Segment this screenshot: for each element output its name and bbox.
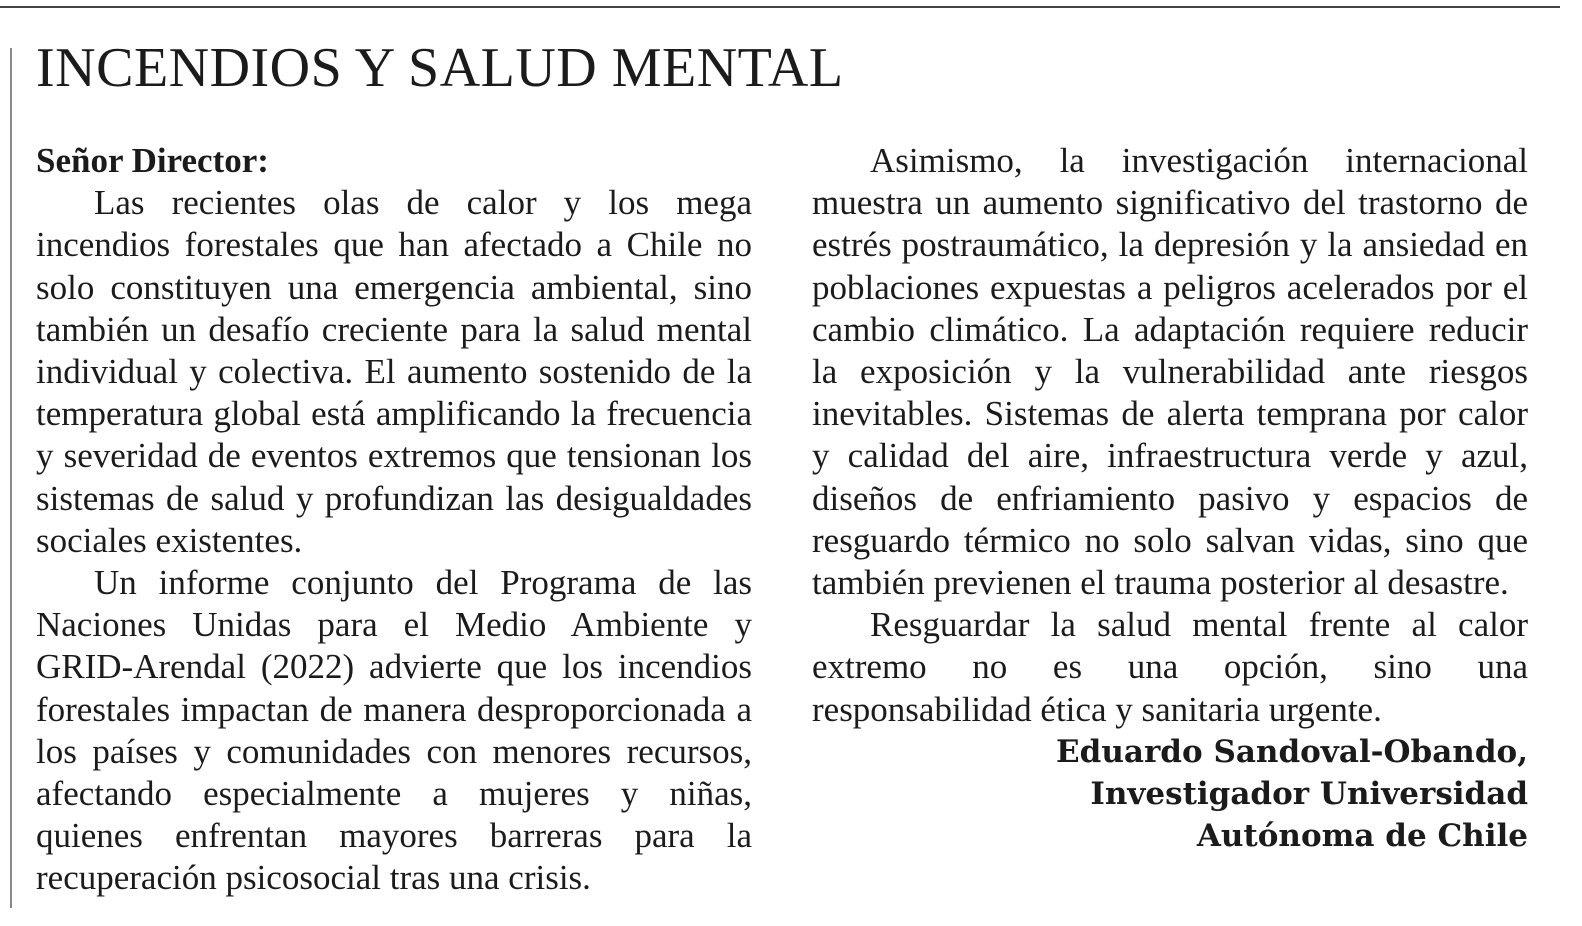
left-column (36, 140, 752, 900)
salutation: Señor Director: (36, 141, 269, 180)
top-rule (0, 6, 1560, 8)
paragraph-4: Resguardar la salud mental frente al calor extremo no es una opción, sino una responsabilidad ética y sanitaria urgente. (812, 605, 1528, 729)
left-column-rule (10, 48, 12, 908)
paragraph-1: Las recientes olas de calor y los mega incendios forestales que han afectado a Chile no solo constituyen una emergencia ambiental, sino también un desafío creciente para la salud mental individual y colectiva. El aumento sostenido de la temperatura global está amplificando la frecuencia y severidad de eventos extremos que tensionan los sistemas de salud y profundizan las desigualdades sociales existentes. (36, 183, 752, 560)
author-institution: Autónoma de Chile (1196, 818, 1528, 855)
author-title: Investigador Universidad (1090, 776, 1528, 813)
author-name: Eduardo Sandoval-Obando, (1056, 733, 1528, 770)
paragraph-2: Un informe conjunto del Programa de las Naciones Unidas para el Medio Ambiente y GRID-Arendal (2022) advierte que los incendios forestales impactan de manera desproporcionada a los países y comunidades con menores recursos, afectando especialmente a mujeres y niñas, quienes enfrentan mayores barreras para la recuperación psicosocial tras una crisis. (36, 563, 752, 898)
paragraph-3: Asimismo, la investigación internacional muestra un aumento significativo del trastorno de estrés postraumático, la depresión y la ansiedad en poblaciones expuestas a peligros acelerados por el cambio climático. La adaptación requiere reducir la exposición y la vulnerabilidad ante riesgos inevitables. Sistemas de alerta temprana por calor y calidad del aire, infraestructura verde y azul, diseños de enfriamiento pasivo y espacios de resguardo térmico no solo salvan vidas, sino que también previenen el trauma posterior al desastre. (812, 141, 1528, 603)
headline: INCENDIOS Y SALUD MENTAL (36, 37, 844, 99)
right-column (812, 140, 1528, 857)
signature-block (812, 731, 1528, 858)
